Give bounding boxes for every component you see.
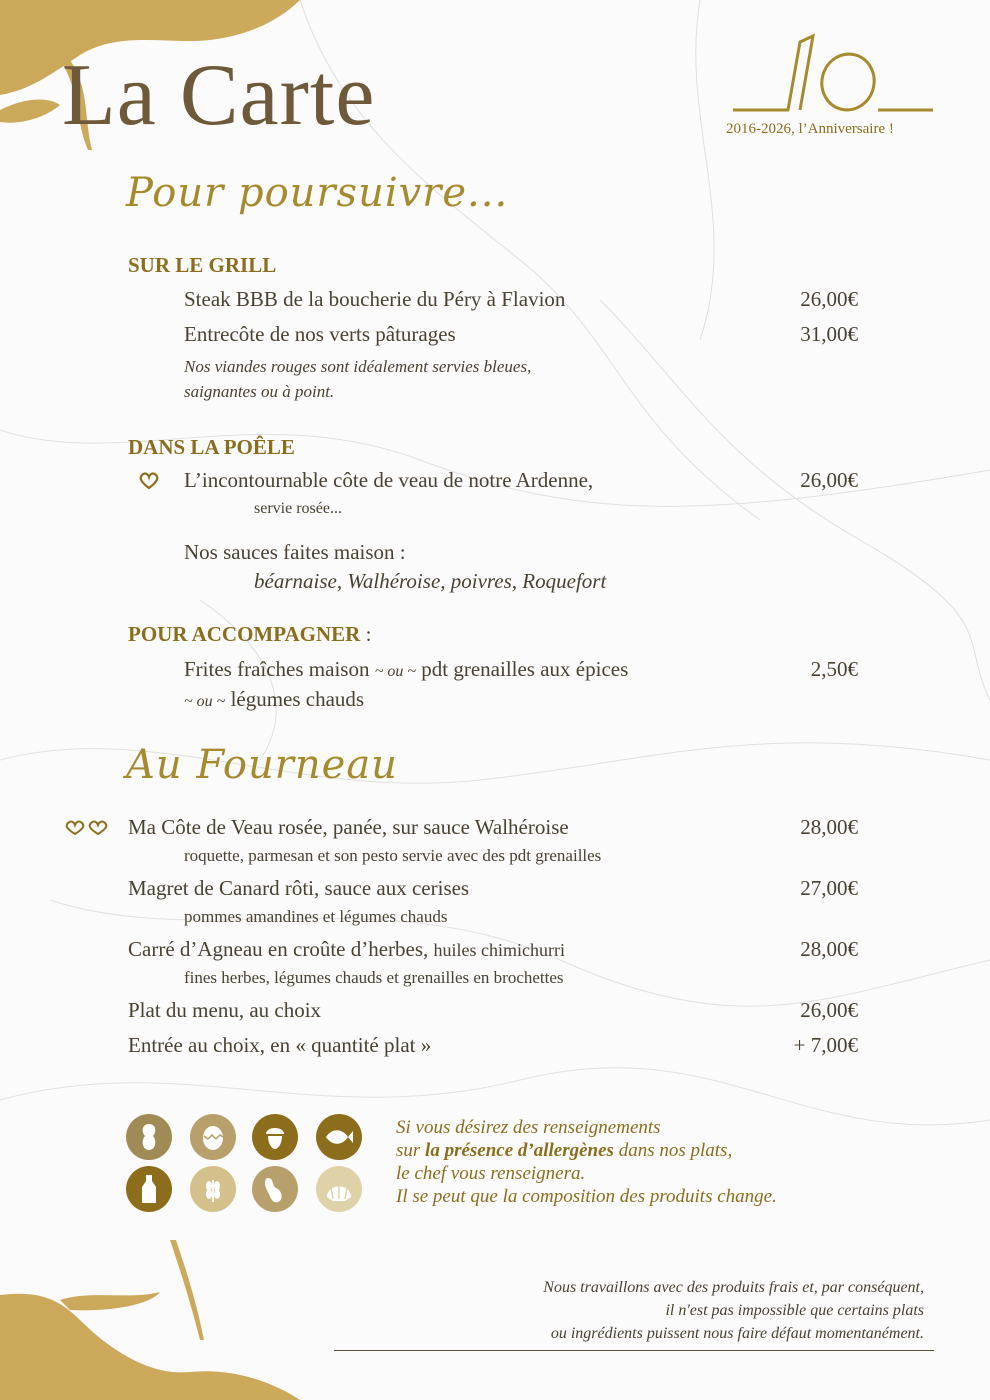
menu-detail-agneau: fines herbes, légumes chauds et grenailles en brochettes [184, 968, 564, 987]
page-title: La Carte [62, 47, 376, 144]
accompagnement-or-2: ~ ou ~ [184, 693, 226, 710]
accompagnement-or-1: ~ ou ~ [374, 663, 417, 680]
menu-item-magret: Magret de Canard rôti, sauce aux cerises [128, 876, 470, 900]
menu-item-agneau-extra: huiles chimichurri [433, 940, 565, 960]
allergen-text-line2-end: dans nos plats, [618, 1140, 733, 1161]
menu-price-cote-veau-ardenne: 26,00€ [800, 468, 858, 492]
menu-item-agneau [128, 937, 565, 962]
menu-item-steak: Steak BBB de la boucherie du Péry à Flavion [184, 287, 566, 311]
egg-icon [190, 1114, 236, 1160]
menu-price-entree-quantite-plat: + 7,00€ [793, 1033, 858, 1057]
footer-line2: il n'est pas impossible que certains plats [665, 1302, 924, 1319]
menu-item-entree-quantite-plat: Entrée au choix, en « quantité plat » [128, 1033, 432, 1057]
menu-price-plat-du-menu: 26,00€ [800, 998, 858, 1022]
footer-divider [334, 1350, 934, 1351]
menu-price-steak: 26,00€ [800, 287, 858, 311]
soy-icon [252, 1166, 298, 1212]
menu-price-magret: 27,00€ [800, 876, 858, 900]
accompagnement-frites: Frites fraîches maison [184, 657, 370, 681]
menu-item-agneau-name: Carré d’Agneau en croûte d’herbes, [128, 937, 429, 961]
menu-detail-magret: pommes amandines et légumes chauds [184, 907, 448, 926]
sauces-label: Nos sauces faites maison : [184, 540, 406, 564]
milk-icon [126, 1166, 172, 1212]
menu-item-cote-veau-ardenne: L’incontournable côte de veau de notre Ardenne, [184, 468, 594, 492]
accompagnement-legumes: légumes chauds [230, 687, 365, 711]
allergen-text-line3: le chef vous renseignera. [396, 1163, 586, 1184]
category-poele: DANS LA POÊLE [128, 435, 295, 459]
gluten-icon [190, 1166, 236, 1212]
allergen-text-highlight: la présence d’allergènes [425, 1140, 614, 1161]
menu-price-agneau: 28,00€ [800, 937, 858, 961]
menu-price-entrecote: 31,00€ [800, 322, 858, 346]
category-accompagner-colon: : [360, 622, 372, 646]
category-accompagner [128, 622, 371, 647]
fish-icon [316, 1114, 362, 1160]
footer-line3: ou ingrédients puissent nous faire défaut momentanément. [550, 1325, 924, 1342]
allergen-info-text [396, 1116, 777, 1208]
menu-item-cote-veau-panee: Ma Côte de Veau rosée, panée, sur sauce Walhéroise [128, 815, 569, 839]
allergen-text-line1: Si vous désirez des renseignements [396, 1117, 661, 1138]
menu-item-entrecote: Entrecôte de nos verts pâturages [184, 322, 456, 346]
menu-price-cote-veau-panee: 28,00€ [800, 815, 858, 839]
accompagnement-line1 [184, 657, 628, 682]
anniversary-logo [728, 32, 938, 116]
allergen-text-line2 [396, 1139, 777, 1162]
accompagnement-line2 [184, 687, 364, 712]
shellfish-icon [316, 1166, 362, 1212]
footer-line1: Nous travaillons avec des produits frais et, par conséquent, [543, 1279, 924, 1296]
category-grill: SUR LE GRILL [128, 253, 277, 277]
menu-detail-cote-veau-panee: roquette, parmesan et son pesto servie avec des pdt grenailles [184, 846, 602, 865]
sauces-list: béarnaise, Walhéroise, poivres, Roquefort [254, 569, 607, 593]
grill-note-line1: Nos viandes rouges sont idéalement servies bleues, [184, 357, 532, 376]
double-heart-icon [64, 820, 110, 836]
category-accompagner-label: POUR ACCOMPAGNER [128, 622, 361, 646]
grill-note-line2: saignantes ou à point. [184, 382, 335, 401]
anniversary-caption: 2016-2026, l’Anniversaire ! [726, 121, 894, 137]
allergen-text-line2-start: sur [396, 1140, 421, 1161]
menu-price-accompagnement: 2,50€ [810, 657, 858, 681]
accompagnement-grenailles: pdt grenailles aux épices [421, 657, 629, 681]
allergen-text-line4: Il se peut que la composition des produits change. [396, 1186, 777, 1207]
menu-detail-cote-veau-ardenne: servie rosée... [254, 500, 342, 517]
section-title-au-fourneau: Au Fourneau [126, 742, 398, 788]
nut-icon [252, 1114, 298, 1160]
menu-item-plat-du-menu: Plat du menu, au choix [128, 998, 322, 1022]
favorite-heart-icon [138, 472, 160, 490]
section-title-pour-poursuivre: Pour poursuivre... [126, 170, 509, 216]
peanut-icon [126, 1114, 172, 1160]
footer-note [543, 1276, 924, 1345]
